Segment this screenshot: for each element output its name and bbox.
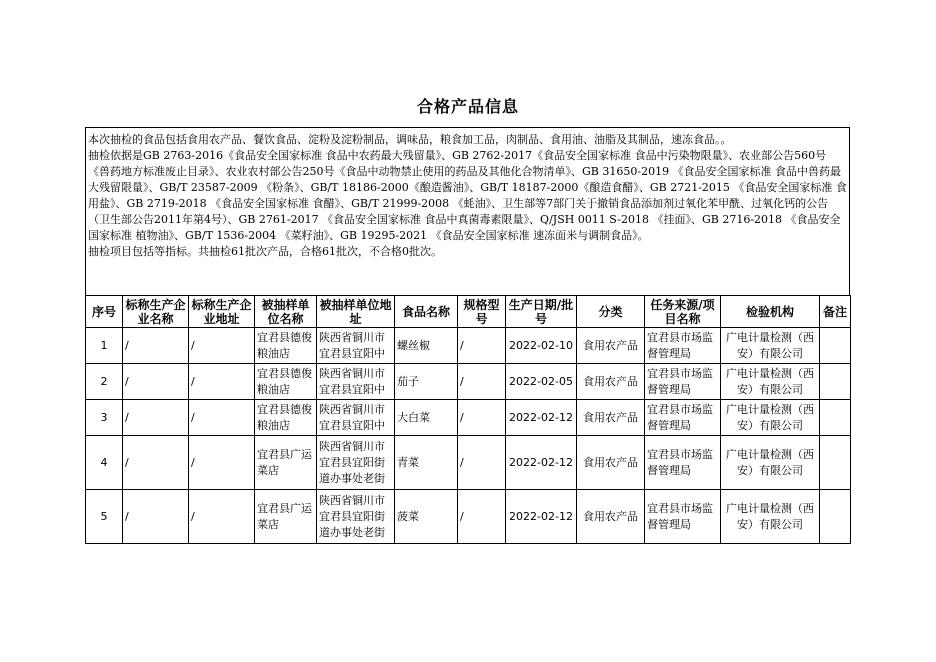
cell-sampled-address: 陕西省铜川市宜君县宜阳街道办事处老街 <box>317 490 395 544</box>
header-cell: 被抽样单位名称 <box>255 296 317 328</box>
header-cell: 被抽样单位地址 <box>317 296 395 328</box>
cell-task-source: 宜君县市场监督管理局 <box>645 490 721 544</box>
cell-food-name: 螺丝椒 <box>395 328 458 364</box>
header-cell: 标称生产企业名称 <box>123 296 189 328</box>
header-cell: 分类 <box>577 296 645 328</box>
cell-food-name: 菠菜 <box>395 490 458 544</box>
cell-task-source: 宜君县市场监督管理局 <box>645 436 721 490</box>
qualified-products-table <box>85 295 851 544</box>
cell-producer-name: / <box>123 436 189 490</box>
cell-lab: 广电计量检测（西安）有限公司 <box>721 364 820 400</box>
cell-production-date: 2022-02-12 <box>506 400 577 436</box>
cell-lab: 广电计量检测（西安）有限公司 <box>721 328 820 364</box>
cell-remarks <box>820 364 851 400</box>
cell-remarks <box>820 490 851 544</box>
cell-index: 4 <box>86 436 123 490</box>
cell-category: 食用农产品 <box>577 328 645 364</box>
cell-lab: 广电计量检测（西安）有限公司 <box>721 436 820 490</box>
header-cell: 备注 <box>820 296 851 328</box>
cell-sampled-address: 陕西省铜川市宜君县宜阳街道办事处老街 <box>317 436 395 490</box>
sampling-notes <box>85 127 850 295</box>
cell-category: 食用农产品 <box>577 436 645 490</box>
page-title: 合格产品信息 <box>416 97 519 116</box>
notes-standards: 抽检依据是GB 2763-2016《食品安全国家标准 食品中农药最大残留量》、GB 2762-2017《食品安全国家标准 食品中污染物限量》、农业部公告560号《兽药地方标准废止目录》、农业农村部公告250号《食品中动物禁止使用的药品及其他化合物清单》、GB 31650-2019 《食品安全国家标准 食品中兽药最大残留限量》、GB/T 23587-2009 《粉条》、GB/T 18186-2000《酿造酱油》、GB/T 18187-2000《酿造食醋》、GB 2721-2015 《食品安全国家标准 食用盐》、GB 2719-2018 《食品安全国家标准 食醋》、GB/T 21999-2008 《蚝油》、卫生部等7部门关于撤销食品添加剂过氧化苯甲酰、过氧化钙的公告（卫生部公告2011年第4号）、GB 2761-2017 《食品安全国家标准 食品中真菌毒素限量》、Q/JSH 0011 S-2018 《挂面》、GB 2716-2018 《食品安全国家标准 植物油》、GB/T 1536-2004 《菜籽油》、GB 19295-2021 《食品安全国家标准 速冻面米与调制食品》。 <box>88 149 847 242</box>
cell-production-date: 2022-02-05 <box>506 364 577 400</box>
cell-sampled-unit: 宜君县广运菜店 <box>255 436 317 490</box>
cell-spec: / <box>458 328 506 364</box>
table-row <box>86 490 851 544</box>
cell-producer-address: / <box>189 400 255 436</box>
cell-remarks <box>820 400 851 436</box>
cell-task-source: 宜君县市场监督管理局 <box>645 400 721 436</box>
header-cell: 检验机构 <box>721 296 820 328</box>
cell-producer-address: / <box>189 364 255 400</box>
cell-spec: / <box>458 490 506 544</box>
header-cell: 食品名称 <box>395 296 458 328</box>
cell-producer-address: / <box>189 436 255 490</box>
cell-food-name: 青菜 <box>395 436 458 490</box>
header-cell: 生产日期/批号 <box>506 296 577 328</box>
cell-task-source: 宜君县市场监督管理局 <box>645 328 721 364</box>
cell-food-name: 大白菜 <box>395 400 458 436</box>
cell-remarks <box>820 328 851 364</box>
table-row <box>86 436 851 490</box>
table-row <box>86 364 851 400</box>
notes-scope: 本次抽检的食品包括食用农产品、餐饮食品、淀粉及淀粉制品，调味品，粮食加工品，肉制品、食用油、油脂及其制品，速冻食品。。 <box>88 133 732 146</box>
cell-lab: 广电计量检测（西安）有限公司 <box>721 490 820 544</box>
cell-production-date: 2022-02-12 <box>506 436 577 490</box>
cell-sampled-unit: 宜君县德俊粮油店 <box>255 400 317 436</box>
header-cell: 标称生产企业地址 <box>189 296 255 328</box>
header-cell: 任务来源/项目名称 <box>645 296 721 328</box>
cell-sampled-unit: 宜君县德俊粮油店 <box>255 364 317 400</box>
cell-producer-address: / <box>189 490 255 544</box>
cell-spec: / <box>458 436 506 490</box>
header-cell: 序号 <box>86 296 123 328</box>
cell-food-name: 茄子 <box>395 364 458 400</box>
cell-producer-name: / <box>123 400 189 436</box>
cell-category: 食用农产品 <box>577 400 645 436</box>
cell-production-date: 2022-02-10 <box>506 328 577 364</box>
cell-producer-name: / <box>123 328 189 364</box>
table-header-row <box>86 296 851 328</box>
cell-index: 3 <box>86 400 123 436</box>
table-row <box>86 328 851 364</box>
header-cell: 规格型号 <box>458 296 506 328</box>
cell-sampled-unit: 宜君县广运菜店 <box>255 490 317 544</box>
cell-category: 食用农产品 <box>577 490 645 544</box>
cell-index: 2 <box>86 364 123 400</box>
cell-sampled-unit: 宜君县德俊粮油店 <box>255 328 317 364</box>
cell-spec: / <box>458 400 506 436</box>
cell-sampled-address: 陕西省铜川市宜君县宜阳中 <box>317 328 395 364</box>
cell-remarks <box>820 436 851 490</box>
cell-task-source: 宜君县市场监督管理局 <box>645 364 721 400</box>
cell-sampled-address: 陕西省铜川市宜君县宜阳中 <box>317 364 395 400</box>
cell-producer-name: / <box>123 364 189 400</box>
notes-summary: 抽检项目包括等指标。共抽检61批次产品，合格61批次，不合格0批次。 <box>88 245 442 258</box>
cell-sampled-address: 陕西省铜川市宜君县宜阳中 <box>317 400 395 436</box>
cell-producer-address: / <box>189 328 255 364</box>
cell-index: 1 <box>86 328 123 364</box>
cell-production-date: 2022-02-12 <box>506 490 577 544</box>
table-row <box>86 400 851 436</box>
cell-lab: 广电计量检测（西安）有限公司 <box>721 400 820 436</box>
cell-category: 食用农产品 <box>577 364 645 400</box>
cell-producer-name: / <box>123 490 189 544</box>
cell-spec: / <box>458 364 506 400</box>
cell-index: 5 <box>86 490 123 544</box>
